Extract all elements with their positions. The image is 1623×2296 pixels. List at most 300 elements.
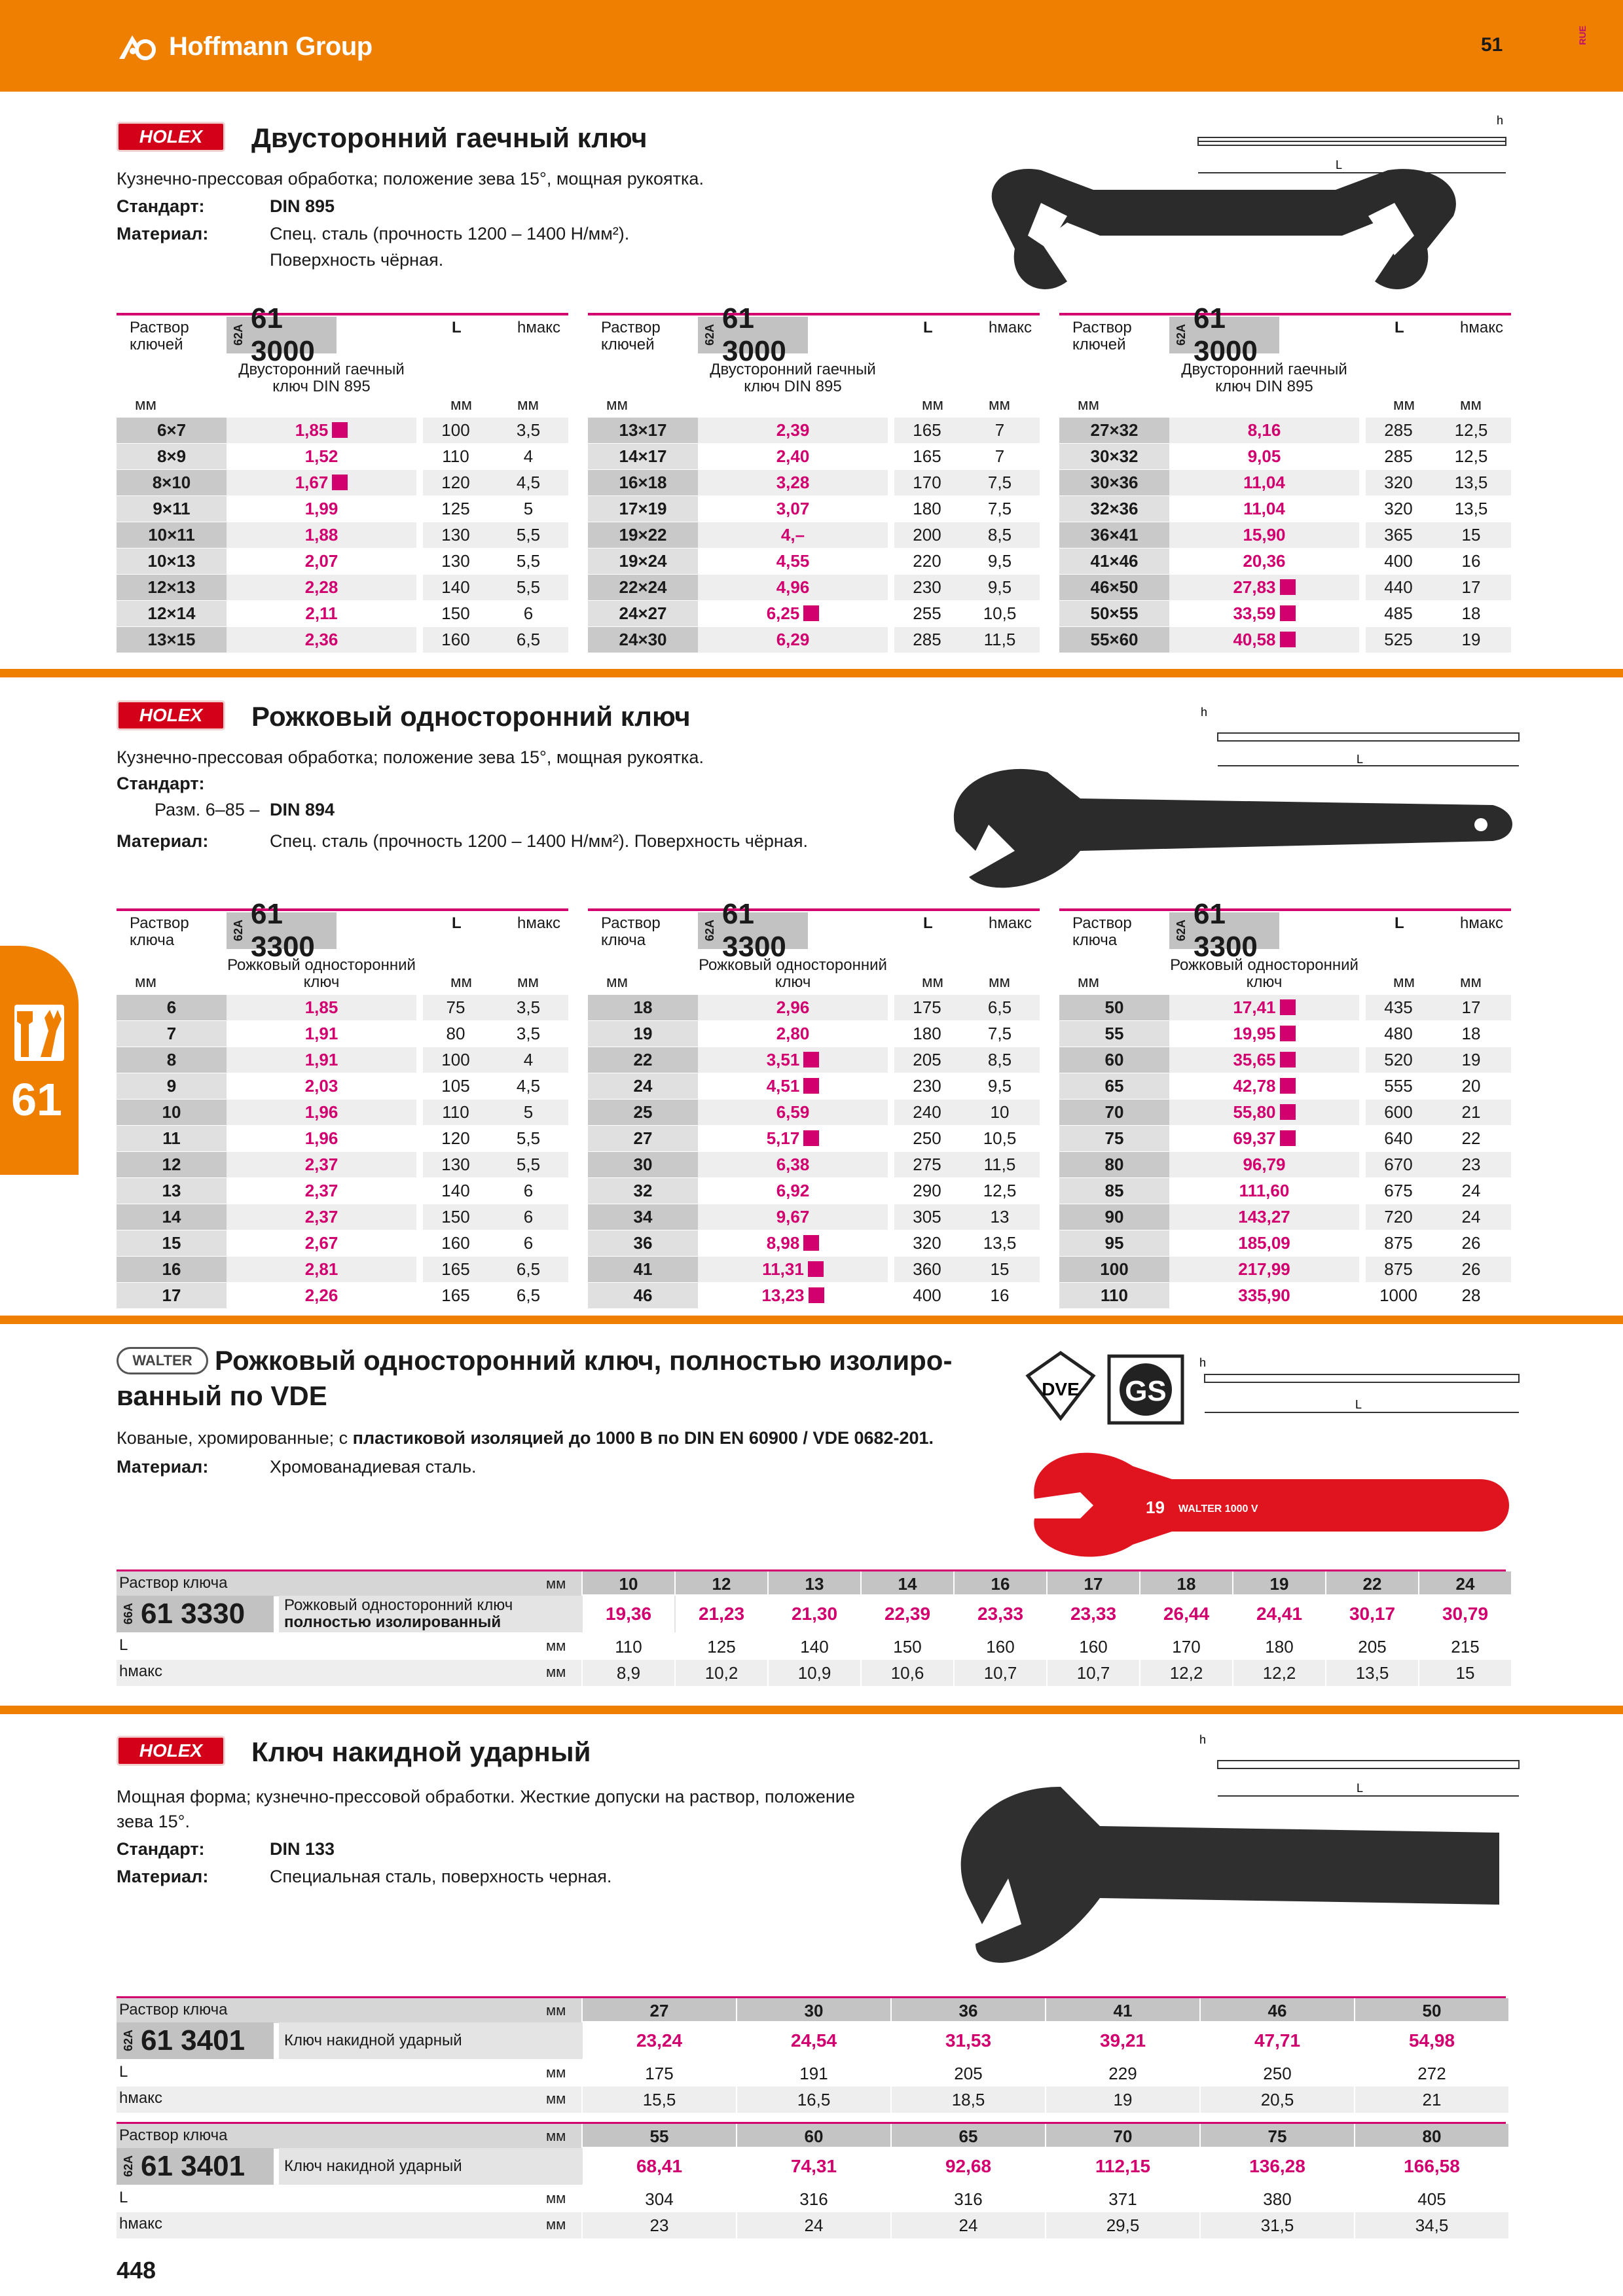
unit-l: мм (922, 396, 943, 414)
unit-l: мм (450, 973, 472, 991)
length-cell: 285 (1366, 418, 1431, 444)
price-cell (227, 1283, 416, 1309)
page-number-top: 51 (1481, 34, 1503, 56)
length-cell: 110 (583, 1634, 674, 1660)
stock-marker-icon (803, 605, 819, 621)
description-line-1: Ключ накидной ударный (284, 2157, 462, 2175)
price-cell (698, 1100, 888, 1126)
table-row (117, 1152, 568, 1178)
price-cell (698, 1283, 888, 1309)
article-number-cell (1169, 302, 1279, 367)
holex-brand-badge: HOLEX (117, 122, 225, 152)
gap-cell (888, 1047, 894, 1073)
standard-sub: Разм. 6–85 – (155, 800, 260, 819)
gap-cell (888, 1100, 894, 1126)
dimension-drawing (1192, 1348, 1525, 1433)
height-cell: 5,5 (488, 548, 568, 575)
gap-cell (416, 1283, 423, 1309)
size-cell: 8×10 (117, 470, 227, 496)
row-label-area (117, 2212, 581, 2238)
price-cell: 136,28 (1201, 2147, 1354, 2186)
table-row (117, 1283, 568, 1309)
col-header-l: L (923, 319, 933, 336)
length-cell: 165 (423, 1283, 488, 1309)
size-cell: 27 (583, 1998, 736, 2023)
length-cell: 130 (423, 548, 488, 575)
height-cell: 7,5 (960, 496, 1040, 522)
material-value: Специальная сталь, поверхность черная. (270, 1867, 612, 1886)
height-cell: 18 (1431, 1021, 1511, 1047)
price-cell: 31,53 (892, 2021, 1045, 2060)
gap-cell (1359, 627, 1366, 653)
col-header-l: L (923, 914, 933, 932)
row-l-label: L (119, 1636, 128, 1654)
unit-size: мм (606, 396, 628, 414)
size-cell: 8×9 (117, 444, 227, 470)
height-cell: 12,5 (960, 1178, 1040, 1204)
height-cell: 12,5 (1431, 418, 1511, 444)
table-row (1059, 1126, 1511, 1152)
gap-cell (416, 1021, 423, 1047)
table-row (1059, 575, 1511, 601)
size-cell: 27 (588, 1126, 698, 1152)
height-cell: 12,2 (1233, 1660, 1325, 1686)
length-cell: 250 (894, 1126, 960, 1152)
page-number-bottom: 448 (117, 2257, 156, 2284)
size-cell: 22 (1326, 1571, 1418, 1596)
height-cell: 7,5 (960, 470, 1040, 496)
price-value: 3,28 (776, 473, 810, 492)
size-cell: 22 (588, 1047, 698, 1073)
article-code: 62A (232, 920, 245, 942)
gap-cell (1359, 1230, 1366, 1257)
unit-size: мм (606, 973, 628, 991)
gap-cell (1359, 995, 1366, 1021)
col-header-h: hмакс (989, 319, 1032, 336)
gap-cell (1359, 1283, 1366, 1309)
price-value: 1,91 (304, 1024, 338, 1043)
gap-cell (888, 548, 894, 575)
size-cell: 17 (117, 1283, 227, 1309)
col-header-h: hмакс (1460, 914, 1503, 932)
price-value: 4,– (780, 525, 805, 545)
col-header-h: hмакс (989, 914, 1032, 932)
price-cell: 74,31 (737, 2147, 890, 2186)
length-cell: 175 (583, 2060, 736, 2087)
price-cell (227, 470, 416, 496)
description-line-2: полностью изолированный (284, 1613, 501, 1631)
article-code: 62A (122, 2030, 135, 2052)
material-label: Материал: (117, 831, 209, 851)
price-value: 185,09 (1238, 1233, 1290, 1253)
unit-label: мм (546, 2090, 566, 2107)
price-cell (1169, 1230, 1359, 1257)
height-cell: 13 (960, 1204, 1040, 1230)
price-value: 1,88 (304, 525, 338, 545)
table-top-rule (1059, 313, 1511, 315)
height-cell: 23 (1431, 1152, 1511, 1178)
material-value: Хромованадиевая сталь. (270, 1457, 477, 1477)
price-value: 6,92 (776, 1181, 810, 1200)
gap-cell (888, 418, 894, 444)
gap-cell (888, 627, 894, 653)
height-cell: 8,5 (960, 522, 1040, 548)
price-cell (227, 522, 416, 548)
length-cell: 205 (892, 2060, 1045, 2087)
gap-cell (416, 1047, 423, 1073)
height-cell: 5,5 (488, 522, 568, 548)
length-cell: 110 (423, 1100, 488, 1126)
stock-marker-icon (1280, 605, 1296, 621)
gap-cell (1359, 1204, 1366, 1230)
table-row (1059, 1047, 1511, 1073)
price-cell (698, 1047, 888, 1073)
length-cell: 275 (894, 1152, 960, 1178)
price-value: 111,60 (1239, 1181, 1290, 1200)
section-description-2: зева 15°. (117, 1812, 190, 1831)
price-value: 2,96 (776, 997, 810, 1017)
article-number: 61 3000 (1194, 302, 1258, 367)
height-cell: 6 (488, 1204, 568, 1230)
size-cell: 12 (117, 1152, 227, 1178)
table-row (117, 496, 568, 522)
price-cell: 26,44 (1140, 1594, 1232, 1634)
unit-l: мм (450, 396, 472, 414)
size-cell: 24 (588, 1073, 698, 1100)
row-h-label: hмакс (119, 2215, 162, 2233)
article-code: 62A (122, 2155, 135, 2178)
length-cell: 555 (1366, 1073, 1431, 1100)
price-value: 55,80 (1233, 1102, 1276, 1122)
row-size-label: Раствор ключа (119, 2126, 228, 2144)
gap-cell (888, 522, 894, 548)
height-cell: 9,5 (960, 548, 1040, 575)
size-cell: 10 (117, 1100, 227, 1126)
table-row (1059, 1152, 1511, 1178)
gap-cell (416, 1073, 423, 1100)
col-header-l: L (1395, 914, 1404, 932)
length-cell: 170 (894, 470, 960, 496)
table-row (117, 418, 568, 444)
stock-marker-icon (1280, 1104, 1296, 1120)
stock-marker-icon (803, 1078, 819, 1094)
gap-cell (416, 1126, 423, 1152)
length-cell: 75 (423, 995, 488, 1021)
length-cell: 320 (1366, 470, 1431, 496)
article-number: 61 3401 (141, 2024, 246, 2056)
gap-cell (416, 522, 423, 548)
unit-h: мм (517, 973, 539, 991)
height-cell: 5,5 (488, 1126, 568, 1152)
height-cell: 6,5 (488, 1283, 568, 1309)
length-cell: 365 (1366, 522, 1431, 548)
price-value: 1,67 (295, 473, 329, 492)
price-cell: 23,24 (583, 2021, 736, 2060)
price-value: 2,40 (776, 446, 810, 466)
price-value: 2,28 (304, 577, 338, 597)
row-l-label: L (119, 2189, 128, 2206)
length-cell: 120 (423, 1126, 488, 1152)
length-cell: 360 (894, 1257, 960, 1283)
col-header-h: hмакс (1460, 319, 1503, 336)
table-row (117, 1996, 1506, 2024)
size-cell: 30 (737, 1998, 890, 2023)
height-cell: 6,5 (488, 627, 568, 653)
size-cell: 8 (117, 1047, 227, 1073)
price-cell (1169, 1073, 1359, 1100)
article-number-cell (1169, 898, 1279, 963)
price-cell (227, 601, 416, 627)
height-cell: 15 (960, 1257, 1040, 1283)
table-row (588, 1126, 1040, 1152)
height-cell: 24 (1431, 1204, 1511, 1230)
unit-h: мм (517, 396, 539, 414)
price-cell (1169, 575, 1359, 601)
stock-marker-icon (803, 1052, 819, 1067)
gap-cell (416, 627, 423, 653)
price-value: 69,37 (1233, 1128, 1276, 1148)
svg-text:WALTER 1000 V: WALTER 1000 V (1178, 1503, 1258, 1515)
size-cell: 36×41 (1059, 522, 1169, 548)
article-number-cell (227, 898, 337, 963)
height-cell: 12,2 (1140, 1660, 1232, 1686)
size-cell: 11 (117, 1126, 227, 1152)
price-cell (227, 1073, 416, 1100)
size-cell: 75 (1201, 2124, 1354, 2149)
size-cell: 41×46 (1059, 548, 1169, 575)
length-cell: 165 (423, 1257, 488, 1283)
length-cell: 180 (1233, 1634, 1325, 1660)
price-value: 1,96 (304, 1128, 338, 1148)
price-cell: 166,58 (1355, 2147, 1508, 2186)
price-cell (1169, 1283, 1359, 1309)
row-label-area (117, 2186, 581, 2212)
chapter-number: 61 (11, 1074, 62, 1125)
brand-logo (117, 31, 373, 62)
price-value: 9,05 (1247, 446, 1281, 466)
table-row (117, 2021, 1506, 2062)
size-cell: 55 (1059, 1021, 1169, 1047)
price-cell (698, 627, 888, 653)
price-value: 40,58 (1233, 630, 1276, 649)
gap-cell (888, 1178, 894, 1204)
table-row (117, 1178, 568, 1204)
height-cell: 4,5 (488, 1073, 568, 1100)
price-value: 2,81 (304, 1259, 338, 1279)
size-cell: 50 (1355, 1998, 1508, 2023)
size-cell: 25 (588, 1100, 698, 1126)
length-cell: 160 (955, 1634, 1046, 1660)
size-cell: 10 (583, 1571, 674, 1596)
article-code: 62A (232, 324, 245, 346)
gap-cell (1359, 1021, 1366, 1047)
table-row (117, 2087, 1506, 2114)
stock-marker-icon (808, 1261, 824, 1277)
walter-brand-badge: WALTER (117, 1347, 208, 1374)
size-cell: 41 (1046, 1998, 1199, 2023)
size-cell: 50 (1059, 995, 1169, 1021)
col-header-h: hмакс (517, 914, 560, 932)
col-header-description: Двусторонний гаечный ключ DIN 895 (710, 361, 876, 395)
length-cell: 285 (894, 627, 960, 653)
col-header-h: hмакс (517, 319, 560, 336)
article-number-cell (227, 302, 337, 367)
length-cell: 316 (892, 2186, 1045, 2212)
col-header-description: Рожковый односторонний ключ (227, 956, 416, 991)
gap-cell (888, 1152, 894, 1178)
length-cell: 140 (423, 575, 488, 601)
height-cell: 23 (583, 2212, 736, 2238)
gap-cell (416, 496, 423, 522)
price-cell (1169, 418, 1359, 444)
price-value: 6,29 (776, 630, 810, 649)
col-header-size: Раствор ключа (1072, 914, 1132, 949)
length-cell: 400 (894, 1283, 960, 1309)
price-cell (698, 1126, 888, 1152)
size-cell: 19×22 (588, 522, 698, 548)
article-number-cell (117, 1596, 274, 1632)
price-cell: 112,15 (1046, 2147, 1199, 2186)
table-row (588, 601, 1040, 627)
size-cell: 6×7 (117, 418, 227, 444)
article-number-cell (117, 2148, 274, 2185)
size-cell: 55×60 (1059, 627, 1169, 653)
height-cell: 18,5 (892, 2087, 1045, 2113)
price-cell (1169, 995, 1359, 1021)
row-l-label: L (119, 2063, 128, 2081)
size-cell: 50×55 (1059, 601, 1169, 627)
price-cell (227, 575, 416, 601)
gap-cell (1359, 1073, 1366, 1100)
price-cell (698, 522, 888, 548)
price-value: 2,67 (304, 1233, 338, 1253)
table-row (588, 575, 1040, 601)
size-cell: 13×15 (117, 627, 227, 653)
length-cell: 525 (1366, 627, 1431, 653)
gap-cell (1359, 1047, 1366, 1073)
price-value: 35,65 (1233, 1050, 1276, 1069)
height-cell: 8,5 (960, 1047, 1040, 1073)
price-cell (1169, 1100, 1359, 1126)
table-row (1059, 1283, 1511, 1309)
size-cell: 9×11 (117, 496, 227, 522)
table-row (117, 2186, 1506, 2214)
size-cell: 12 (676, 1571, 767, 1596)
table-row (1059, 995, 1511, 1021)
price-cell: 68,41 (583, 2147, 736, 2186)
height-cell: 10,7 (955, 1660, 1046, 1686)
height-cell: 17 (1431, 995, 1511, 1021)
length-cell: 316 (737, 2186, 890, 2212)
size-cell: 24 (1419, 1571, 1511, 1596)
row-label-area (117, 2060, 581, 2087)
gap-cell (888, 1021, 894, 1047)
table-row (117, 1204, 568, 1230)
standard-label: Стандарт: (117, 774, 205, 793)
table-row (588, 627, 1040, 653)
gap-cell (1359, 470, 1366, 496)
table-row (1059, 1178, 1511, 1204)
unit-label: мм (546, 1638, 566, 1654)
height-cell: 13,5 (960, 1230, 1040, 1257)
description-line-1: Рожковый односторонний ключ (284, 1596, 513, 1614)
height-cell: 13,5 (1431, 470, 1511, 496)
stock-marker-icon (1280, 1026, 1296, 1041)
article-code: 62A (703, 920, 716, 942)
length-cell: 600 (1366, 1100, 1431, 1126)
price-value: 2,36 (304, 630, 338, 649)
size-cell: 100 (1059, 1257, 1169, 1283)
col-header-description: Рожковый односторонний ключ (1170, 956, 1359, 991)
holex-brand-badge: HOLEX (117, 1736, 225, 1766)
price-value: 27,83 (1233, 577, 1276, 597)
height-cell: 24 (892, 2212, 1045, 2238)
article-code: 62A (1175, 324, 1188, 346)
length-cell: 304 (583, 2186, 736, 2212)
length-cell: 175 (894, 995, 960, 1021)
price-cell (698, 1152, 888, 1178)
price-cell (698, 470, 888, 496)
height-cell: 4 (488, 444, 568, 470)
price-value: 1,52 (304, 446, 338, 466)
size-cell: 7 (117, 1021, 227, 1047)
table-row (117, 1126, 568, 1152)
length-cell: 875 (1366, 1257, 1431, 1283)
price-value: 6,25 (766, 603, 800, 623)
article-number: 61 3300 (251, 898, 315, 963)
material-value-2: Поверхность чёрная. (270, 250, 444, 270)
height-cell: 6 (488, 1178, 568, 1204)
length-cell: 125 (423, 496, 488, 522)
price-cell (1169, 627, 1359, 653)
table-row (117, 1634, 1506, 1661)
table-row (1059, 1073, 1511, 1100)
svg-text:GS: GS (1125, 1375, 1167, 1407)
col-header-description: Двусторонний гаечный ключ DIN 895 (1181, 361, 1347, 395)
length-cell: 405 (1355, 2186, 1508, 2212)
gap-cell (416, 418, 423, 444)
price-cell (698, 1073, 888, 1100)
length-cell: 180 (894, 1021, 960, 1047)
size-cell: 12×14 (117, 601, 227, 627)
table-row (588, 1152, 1040, 1178)
price-value: 96,79 (1243, 1155, 1286, 1174)
height-cell: 5 (488, 1100, 568, 1126)
section-title: Двусторонний гаечный ключ (251, 122, 647, 153)
price-value: 2,80 (776, 1024, 810, 1043)
standard-value: DIN 894 (270, 800, 335, 819)
data-table (117, 418, 568, 653)
price-cell (1169, 444, 1359, 470)
size-cell: 15 (117, 1230, 227, 1257)
table-row (588, 1230, 1040, 1257)
section-description: Кузнечно-прессовая обработка; положение зева 15°, мощная рукоятка. (117, 747, 704, 767)
size-cell: 46×50 (1059, 575, 1169, 601)
brand-name: Hoffmann Group (169, 31, 373, 61)
price-cell (227, 995, 416, 1021)
row-size-label: Раствор ключа (119, 2001, 228, 2018)
height-cell: 6,5 (960, 995, 1040, 1021)
size-cell: 16×18 (588, 470, 698, 496)
height-cell: 5,5 (488, 575, 568, 601)
price-cell: 21,23 (676, 1594, 767, 1634)
price-value: 1,96 (304, 1102, 338, 1122)
table-row (117, 1073, 568, 1100)
price-cell (698, 496, 888, 522)
section-title-2: ванный по VDE (117, 1380, 327, 1411)
unit-l: мм (1393, 396, 1415, 414)
price-cell (698, 1178, 888, 1204)
